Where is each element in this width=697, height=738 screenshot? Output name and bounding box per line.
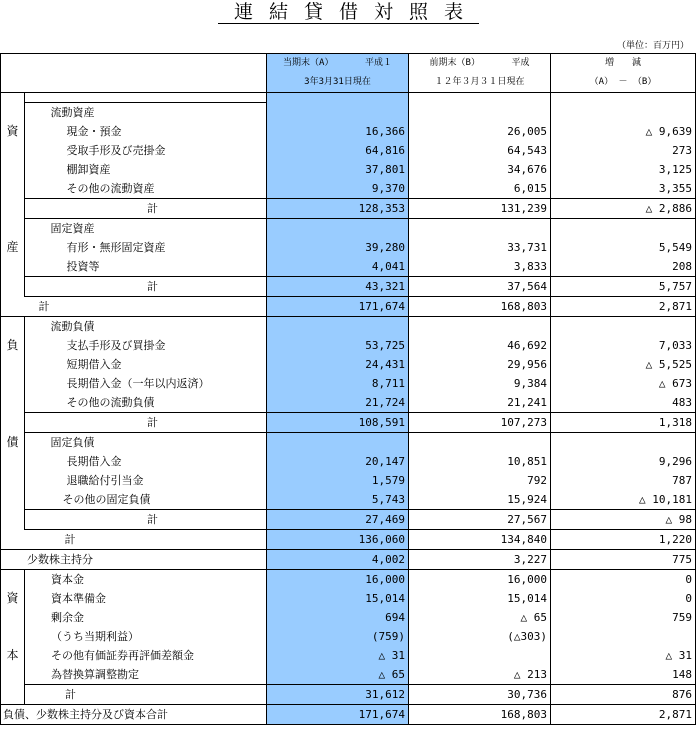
row-label: （うち当期利益） [25, 627, 267, 646]
value-current: △ 65 [267, 665, 409, 685]
value-current: 20,147 [267, 452, 409, 471]
header-prior [409, 54, 551, 93]
table-row [1, 297, 696, 317]
table-row [1, 433, 696, 453]
value-current: 31,612 [267, 685, 409, 705]
value-diff: 787 [551, 471, 696, 490]
value-prior: 6,015 [409, 179, 551, 199]
table-row [1, 471, 696, 490]
section-label: 資 [1, 122, 25, 141]
row-label: 現金・預金 [49, 122, 267, 141]
value-prior: △ 213 [409, 665, 551, 685]
value-prior: 33,731 [409, 238, 551, 257]
value-current: 24,431 [267, 355, 409, 374]
header-current-line1: 当期末（A） 平成１ [283, 58, 392, 68]
row-label: 投資等 [49, 257, 267, 277]
table-row [1, 608, 696, 627]
value-current: 43,321 [267, 277, 409, 297]
row-label: 棚卸資産 [49, 160, 267, 179]
table-row [1, 589, 696, 608]
row-label: 計 [25, 413, 267, 433]
row-label: 計 [25, 297, 267, 317]
value-diff: △ 5,525 [551, 355, 696, 374]
value-current: 171,674 [267, 705, 409, 725]
value-prior: 134,840 [409, 530, 551, 550]
value-diff: 273 [551, 141, 696, 160]
value-current: 108,591 [267, 413, 409, 433]
header-diff [551, 54, 696, 93]
table-row [1, 530, 696, 550]
value-diff: 0 [551, 570, 696, 590]
table-row [1, 355, 696, 374]
row-label: 為替換算調整勘定 [25, 665, 267, 685]
row-label: その他の流動負債 [49, 393, 267, 413]
value-current: 27,469 [267, 510, 409, 530]
value-diff: 759 [551, 608, 696, 627]
value-current: 64,816 [267, 141, 409, 160]
row-label: 固定資産 [49, 219, 267, 239]
table-row [1, 336, 696, 355]
value-current: 39,280 [267, 238, 409, 257]
value-diff: 2,871 [551, 705, 696, 725]
row-label: 短期借入金 [49, 355, 267, 374]
value-diff: △ 9,639 [551, 122, 696, 141]
value-prior: 15,014 [409, 589, 551, 608]
value-diff [551, 627, 696, 646]
value-current: 16,000 [267, 570, 409, 590]
table-row [1, 413, 696, 433]
value-prior: △ 65 [409, 608, 551, 627]
row-label: 負債、少数株主持分及び資本合計 [1, 705, 267, 725]
header-prior-line2: １２年３月３１日現在 [434, 77, 525, 87]
value-current: 15,014 [267, 589, 409, 608]
value-current: 136,060 [267, 530, 409, 550]
section-label: 資 [1, 589, 25, 608]
value-current: 37,801 [267, 160, 409, 179]
value-current: 4,002 [267, 550, 409, 570]
value-prior: 37,564 [409, 277, 551, 297]
row-label: 長期借入金（一年以内返済） [49, 374, 267, 393]
header-current [267, 54, 409, 93]
value-prior: 168,803 [409, 297, 551, 317]
row-label: 計 [25, 510, 267, 530]
value-prior: 168,803 [409, 705, 551, 725]
header-blank [1, 54, 267, 93]
value-diff: 1,220 [551, 530, 696, 550]
header-current-line2: 3年3月31日現在 [304, 77, 371, 87]
row-label: 資本準備金 [25, 589, 267, 608]
page-title: 連結貸借対照表 [0, 0, 697, 24]
value-prior: 3,227 [409, 550, 551, 570]
table-row [1, 219, 696, 239]
value-prior [409, 646, 551, 665]
unit-label: （単位：百万円） [616, 41, 689, 51]
value-prior: 27,567 [409, 510, 551, 530]
value-diff: 5,549 [551, 238, 696, 257]
value-current: 53,725 [267, 336, 409, 355]
row-label: 計 [25, 530, 267, 550]
value-prior: (△303) [409, 627, 551, 646]
value-diff: 9,296 [551, 452, 696, 471]
value-current: 171,674 [267, 297, 409, 317]
table-row [1, 103, 696, 123]
value-diff: 876 [551, 685, 696, 705]
value-current: △ 31 [267, 646, 409, 665]
value-diff: △ 31 [551, 646, 696, 665]
value-current: 9,370 [267, 179, 409, 199]
value-prior: 30,736 [409, 685, 551, 705]
row-label: 有形・無形固定資産 [49, 238, 267, 257]
value-current: 21,724 [267, 393, 409, 413]
table-row [1, 490, 696, 510]
value-prior: 3,833 [409, 257, 551, 277]
value-diff: 5,757 [551, 277, 696, 297]
table-row [1, 141, 696, 160]
row-label: 支払手形及び買掛金 [49, 336, 267, 355]
value-diff: 1,318 [551, 413, 696, 433]
value-diff: 3,125 [551, 160, 696, 179]
section-label: 負 [1, 336, 25, 355]
row-label: 長期借入金 [49, 452, 267, 471]
header-diff-line2: （A） － （B） [589, 77, 657, 87]
table-row [1, 257, 696, 277]
table-row [1, 570, 696, 590]
table-row [1, 393, 696, 413]
table-row [1, 277, 696, 297]
value-current: 16,366 [267, 122, 409, 141]
row-label: 少数株主持分 [1, 550, 267, 570]
value-diff: 0 [551, 589, 696, 608]
value-current: 5,743 [267, 490, 409, 510]
value-diff: 208 [551, 257, 696, 277]
table-row [1, 452, 696, 471]
section-label: 本 [1, 646, 25, 665]
value-prior: 107,273 [409, 413, 551, 433]
table-row [1, 374, 696, 393]
value-prior: 34,676 [409, 160, 551, 179]
row-label: その他の固定負債 [49, 490, 267, 510]
row-label: 流動負債 [49, 317, 267, 337]
header-diff-line1: 増 減 [605, 58, 642, 68]
table-row [1, 627, 696, 646]
row-label: 受取手形及び売掛金 [49, 141, 267, 160]
table-row [1, 160, 696, 179]
value-prior: 21,241 [409, 393, 551, 413]
row-label: その他の流動資産 [49, 179, 267, 199]
value-diff: △ 10,181 [551, 490, 696, 510]
value-current: 1,579 [267, 471, 409, 490]
value-prior: 26,005 [409, 122, 551, 141]
value-diff: 2,871 [551, 297, 696, 317]
row-label: 固定負債 [49, 433, 267, 453]
row-label: 流動資産 [49, 103, 267, 123]
row-label: 計 [25, 199, 267, 219]
table-row [1, 317, 696, 337]
value-prior: 9,384 [409, 374, 551, 393]
row-label: その他有価証券再評価差額金 [25, 646, 267, 665]
header-row [1, 54, 696, 93]
table-row [1, 199, 696, 219]
value-current: 8,711 [267, 374, 409, 393]
value-diff: △ 2,886 [551, 199, 696, 219]
value-prior: 15,924 [409, 490, 551, 510]
table-row [1, 179, 696, 199]
value-current: (759) [267, 627, 409, 646]
section-label: 債 [1, 433, 25, 453]
table-row [1, 646, 696, 665]
row-label: 計 [25, 685, 267, 705]
value-diff: 3,355 [551, 179, 696, 199]
table-row [1, 550, 696, 570]
value-prior: 29,956 [409, 355, 551, 374]
table-row [1, 685, 696, 705]
table-row [1, 510, 696, 530]
value-diff: 483 [551, 393, 696, 413]
table-row [1, 93, 696, 103]
table-row [1, 665, 696, 685]
value-current: 694 [267, 608, 409, 627]
value-prior: 792 [409, 471, 551, 490]
row-label: 資本金 [25, 570, 267, 590]
row-label: 剰余金 [25, 608, 267, 627]
table-row [1, 122, 696, 141]
value-diff: △ 98 [551, 510, 696, 530]
table-row [1, 238, 696, 257]
value-current: 128,353 [267, 199, 409, 219]
balance-sheet-table [0, 53, 696, 725]
row-label: 退職給付引当金 [49, 471, 267, 490]
value-prior: 46,692 [409, 336, 551, 355]
value-prior: 16,000 [409, 570, 551, 590]
value-prior: 10,851 [409, 452, 551, 471]
value-diff: △ 673 [551, 374, 696, 393]
value-diff: 148 [551, 665, 696, 685]
table-row [1, 705, 696, 725]
row-label: 計 [25, 277, 267, 297]
value-prior: 131,239 [409, 199, 551, 219]
header-prior-line1: 前期末（B） 平成 [429, 58, 530, 68]
section-label: 産 [1, 238, 25, 257]
value-prior: 64,543 [409, 141, 551, 160]
value-current: 4,041 [267, 257, 409, 277]
value-diff: 775 [551, 550, 696, 570]
value-diff: 7,033 [551, 336, 696, 355]
